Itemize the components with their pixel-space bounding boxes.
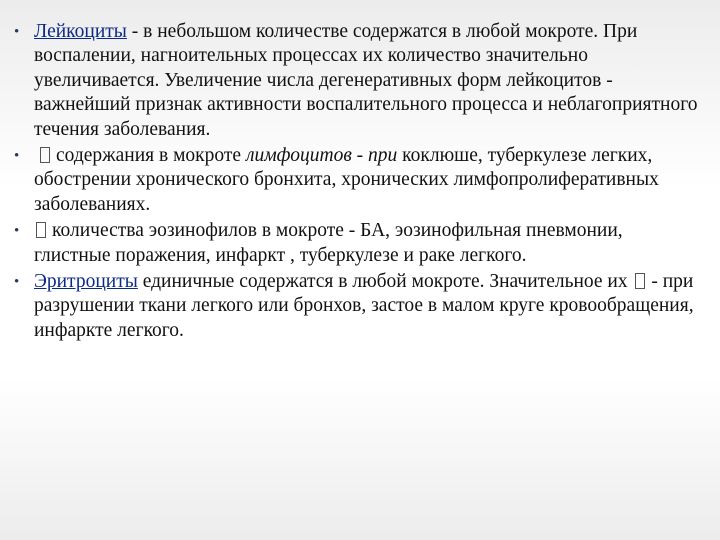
- bullet-text: - при разрушении ткани легкого или бронхов, застое в малом круге кровообращения, инфаркте легкого.: [34, 271, 694, 341]
- term-leukocytes-link[interactable]: Лейкоциты: [34, 21, 127, 42]
- increase-symbol-icon: [635, 273, 645, 289]
- term-lymphocytes: лимфоцитов - при: [245, 145, 398, 167]
- bullet-dot-icon: •: [14, 148, 20, 165]
- bullet-dot-icon: •: [14, 274, 20, 291]
- bullet-text: - в небольшом количестве содержатся в любой мокроте. При воспалении, нагноительных процессах их количество значительно увеличивается. Увеличение числа дегенеративных форм лейкоцитов - важнейший признак активности воспалительного процесса и неблагоприятного течения заболевания.: [34, 21, 698, 140]
- term-erythrocytes-link[interactable]: Эритроциты: [34, 271, 138, 293]
- bullet-text: количества эозинофилов в мокроте - БА, эозинофильная пневмонии, глистные поражения, инфаркт , туберкулезе и раке легкого.: [34, 220, 623, 266]
- bullet-leukocytes: [14, 20, 704, 142]
- bullet-eosinophils: [14, 219, 704, 268]
- bullet-text: коклюше, туберкулезе легких, обострении хронического бронхита, хронических лимфопролиферативных заболеваниях.: [34, 145, 659, 215]
- bullet-dot-icon: •: [14, 24, 20, 40]
- bullet-lymphocytes: [14, 144, 704, 217]
- bullet-lead-text: содержания в мокроте: [56, 145, 246, 167]
- bullet-erythrocytes: [14, 270, 704, 343]
- bullet-dot-icon: •: [14, 223, 20, 240]
- increase-symbol-icon: [36, 222, 46, 238]
- increase-symbol-icon: [40, 147, 50, 163]
- bullet-text: единичные содержатся в любой мокроте. Значительное их: [137, 271, 628, 293]
- bullet-list: [14, 20, 704, 345]
